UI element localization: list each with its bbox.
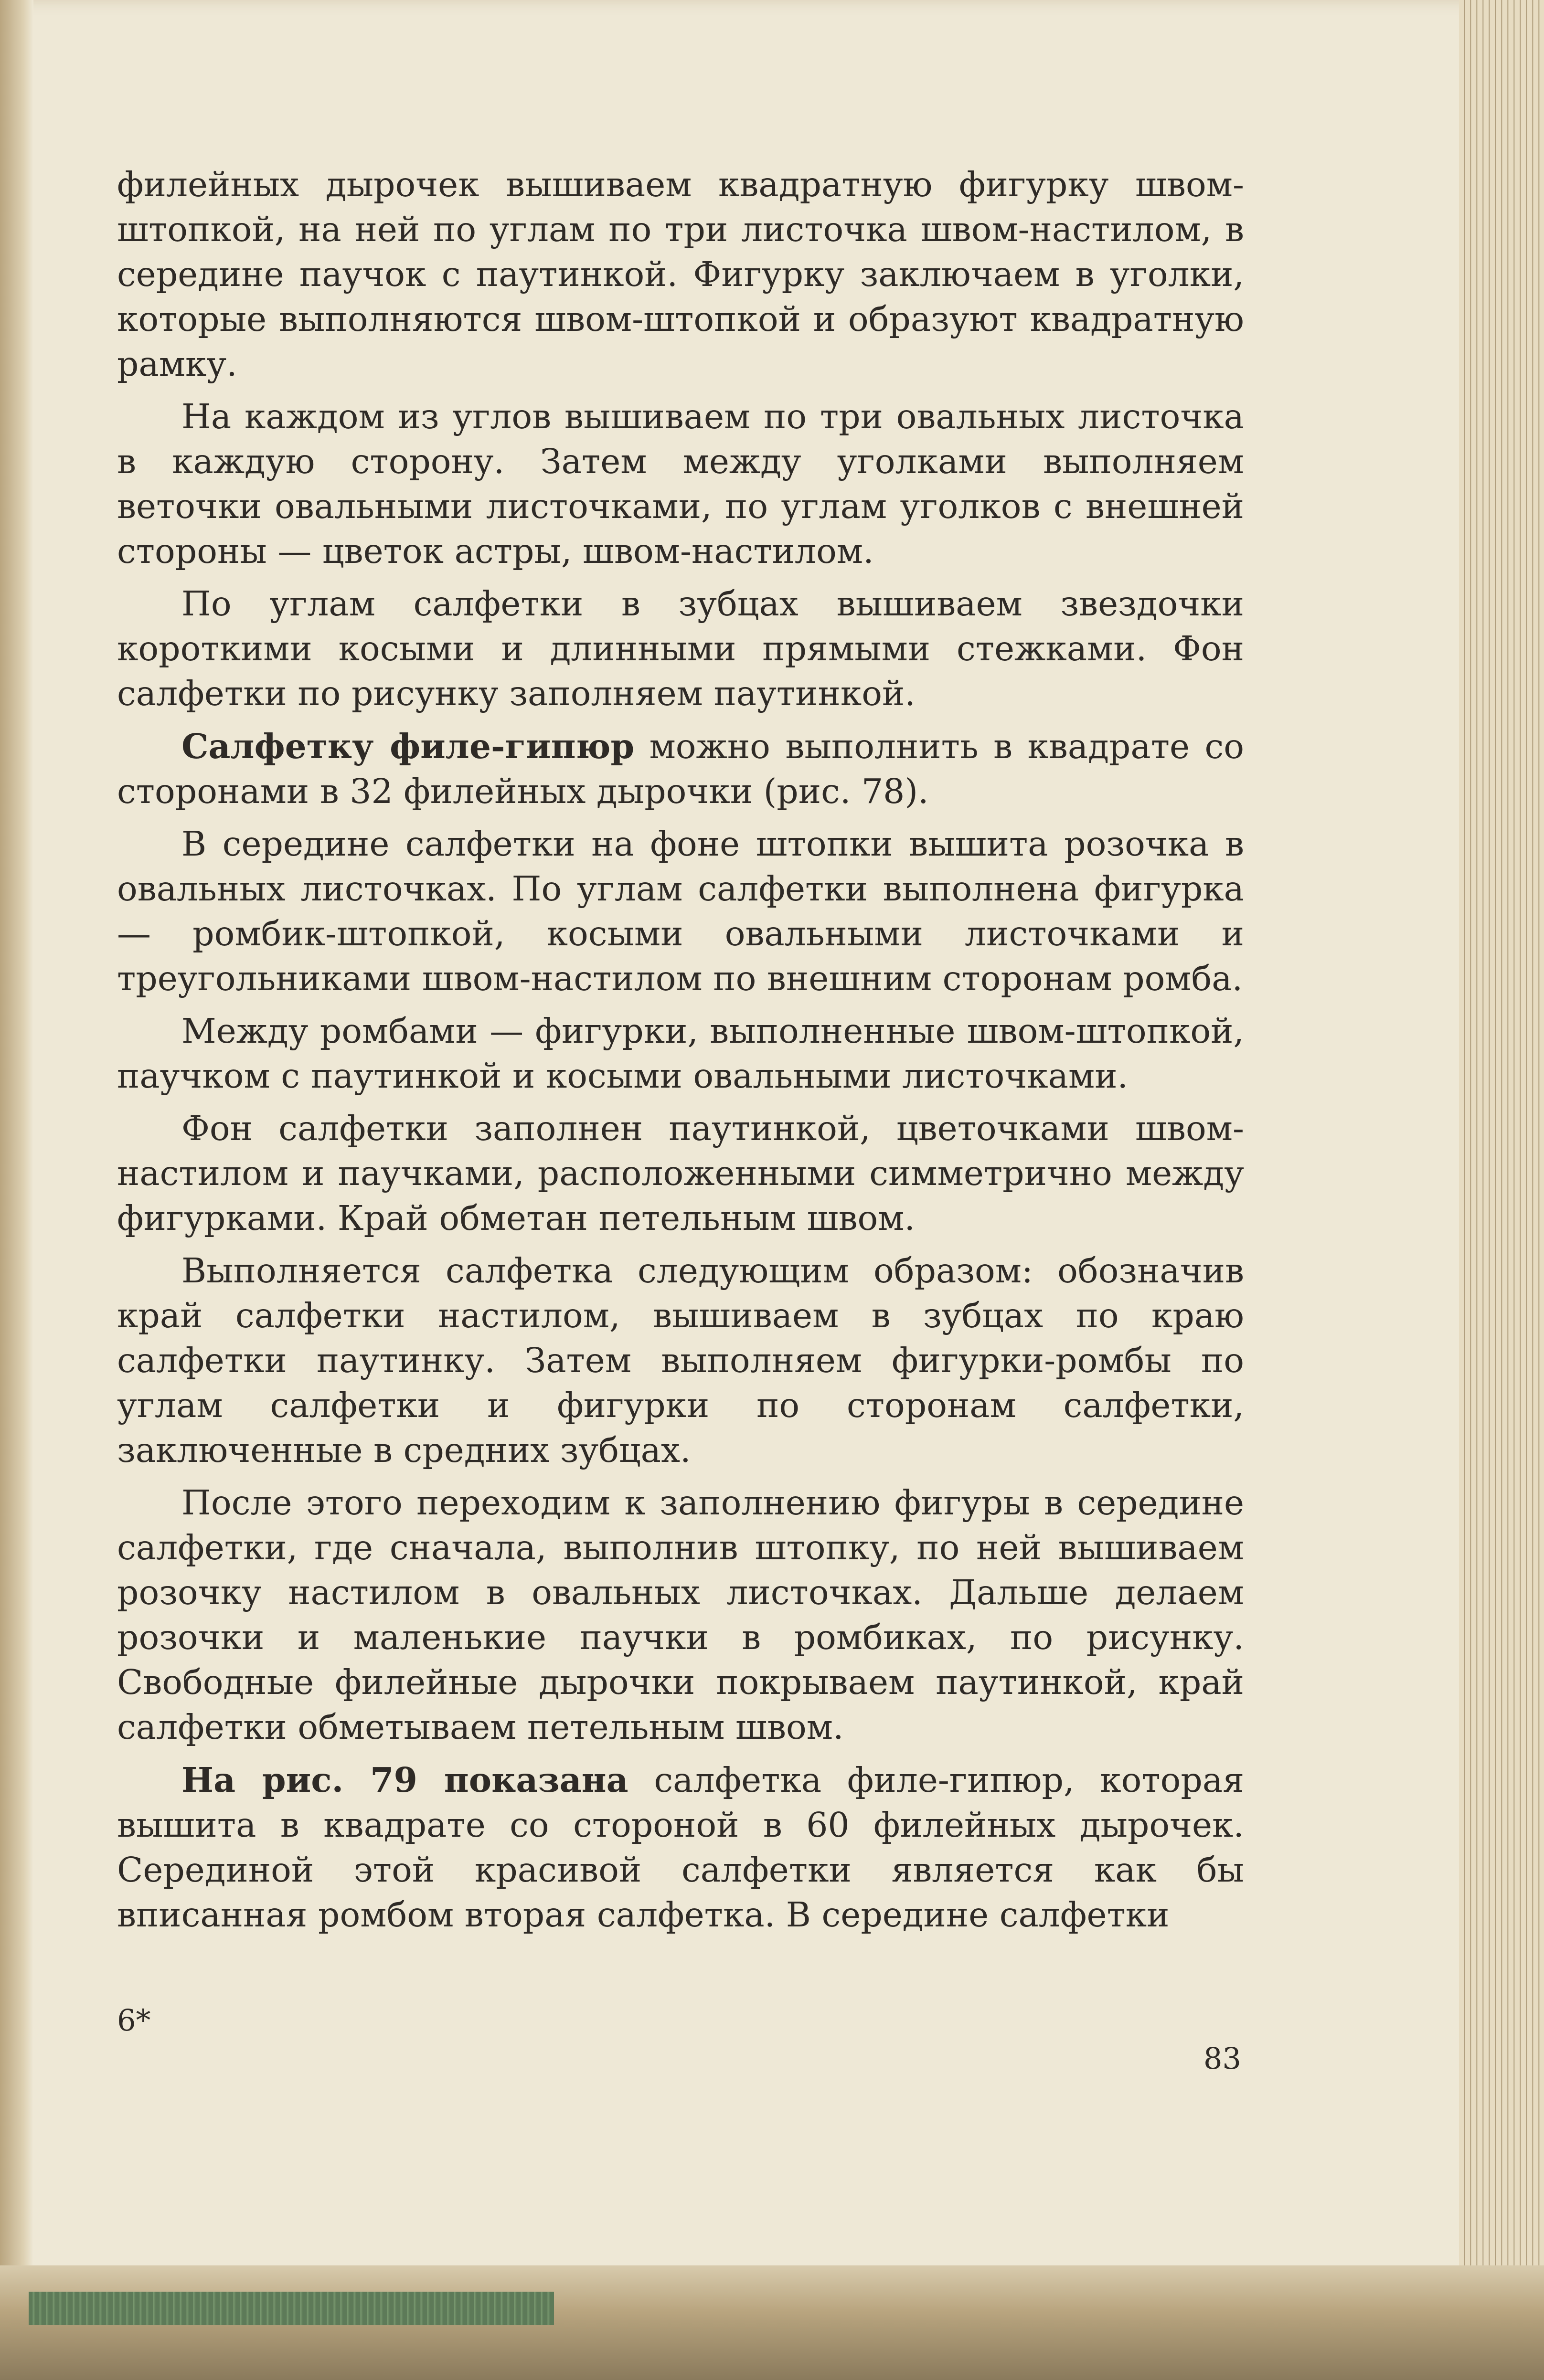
paragraph: Салфетку филе-гипюр можно выполнить в квадрате со сторонами в 32 филейных дырочки (рис. 78).	[117, 726, 1244, 811]
book-cover-strip	[29, 2292, 554, 2325]
paragraph: филейных дырочек вышиваем квадратную фигурку швом-штопкой, на ней по углам по три листочка швом-настилом, в середине паучок с паутинкой. Фигурку заключаем в уголки, которые выполняются швом-штопкой и образуют квадратную рамку.	[117, 165, 1244, 384]
paragraph: После этого переходим к заполнению фигуры в середине салфетки, где сначала, выполнив штопку, по ней вышиваем розочку настилом в овальных листочках. Дальше делаем розочки и маленькие паучки в ромбиках, по рисунку. Свободные филейные дырочки покрываем паутинкой, край салфетки обметываем петельным швом.	[117, 1483, 1244, 1747]
page-gutter	[0, 0, 33, 2380]
paragraph: Между ромбами — фигурки, выполненные швом-штопкой, паучком с паутинкой и косыми овальными листочками.	[117, 1011, 1244, 1096]
body-text	[117, 162, 1244, 1945]
paragraph: По углам салфетки в зубцах вышиваем звездочки короткими косыми и длинными прямыми стежками. Фон салфетки по рисунку заполняем паутинкой.	[117, 584, 1244, 713]
paragraph: Фон салфетки заполнен паутинкой, цветочками швом-настилом и паучками, расположенными симметрично между фигурками. Край обметан петельным швом.	[117, 1109, 1244, 1238]
paragraph: На рис. 79 показана салфетка филе-гипюр, которая вышита в квадрате со стороной в 60 филейных дырочек. Серединой этой красивой салфетки является как бы вписанная ромбом вторая салфетка. В середине салфетки	[117, 1760, 1244, 1935]
signature-mark: 6*	[117, 2003, 151, 2038]
bold-lead: Салфетку филе-гипюр	[181, 726, 635, 766]
page-number: 83	[1203, 2041, 1241, 2076]
paragraph: Выполняется салфетка следующим образом: обозначив край салфетки настилом, вышиваем в зубцах по краю салфетки паутинку. Затем выполняем фигурки-ромбы по углам салфетки и фигурки по сторонам салфетки, заключенные в средних зубцах.	[117, 1251, 1244, 1470]
bold-lead: На рис. 79 показана	[181, 1760, 628, 1800]
page-edges	[1459, 0, 1544, 2380]
paragraph: В середине салфетки на фоне штопки вышита розочка в овальных листочках. По углам салфетки выполнена фигурка — ромбик-штопкой, косыми овальными листочками и треугольниками швом-настилом по внешним сторонам ромба.	[117, 824, 1244, 998]
paragraph: На каждом из углов вышиваем по три овальных листочка в каждую сторону. Затем между уголками выполняем веточки овальными листочками, по углам уголков с внешней стороны — цветок астры, швом-настилом.	[117, 397, 1244, 571]
